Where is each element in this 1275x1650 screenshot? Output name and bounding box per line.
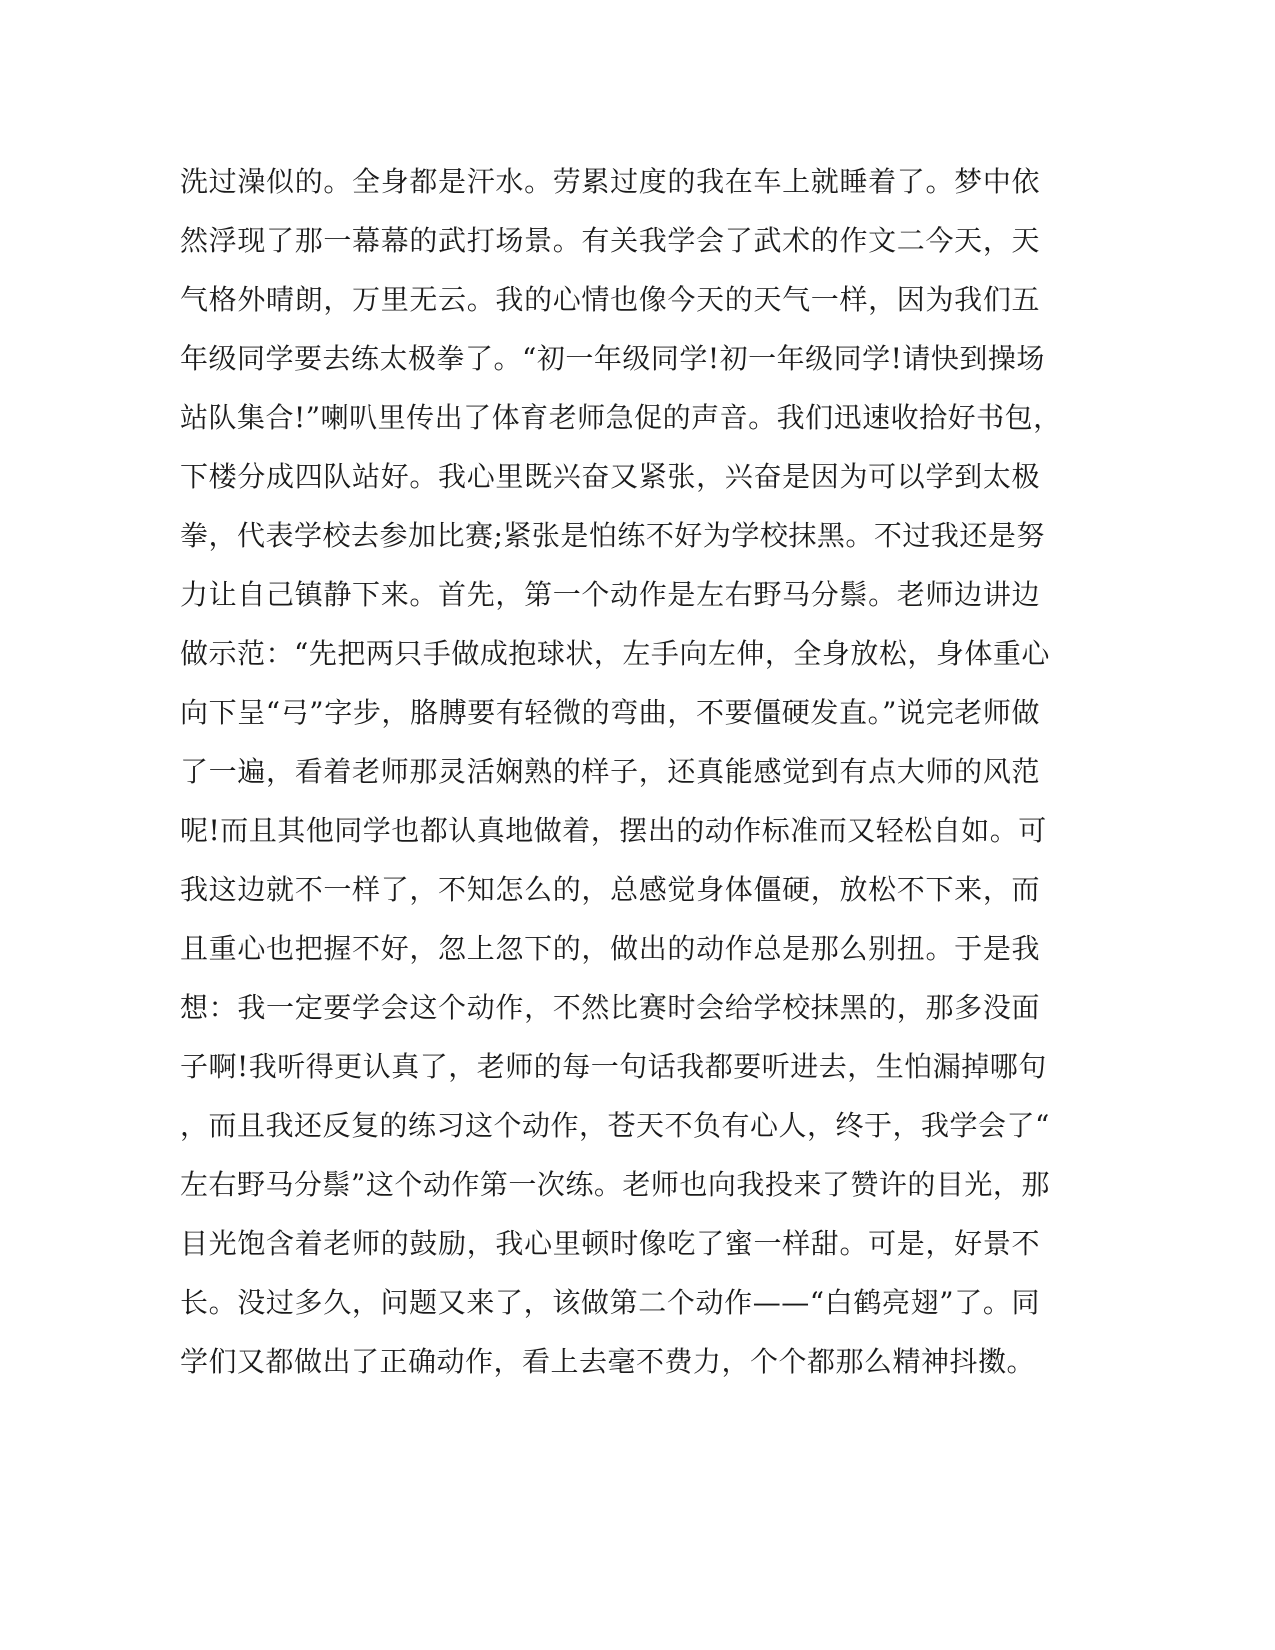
text-line: 目光饱含着老师的鼓励，我心里顿时像吃了蜜一样甜。可是，好景不 [180,1227,1040,1260]
text-line: 做示范：“先把两只手做成抱球状，左手向左伸，全身放松，身体重心 [180,637,1050,670]
text-line: 想：我一定要学会这个动作，不然比赛时会给学校抹黑的，那多没面 [180,991,1040,1024]
text-line: 长。没过多久，问题又来了，该做第二个动作——“白鹤亮翅”了。同 [180,1286,1040,1319]
text-line: 我这边就不一样了，不知怎么的，总感觉身体僵硬，放松不下来，而 [180,873,1040,906]
text-line: 然浮现了那一幕幕的武打场景。有关我学会了武术的作文二今天，天 [180,224,1040,257]
text-line: 站队集合!”喇叭里传出了体育老师急促的声音。我们迅速收拾好书包， [180,401,1062,434]
text-line: 力让自己镇静下来。首先，第一个动作是左右野马分鬃。老师边讲边 [180,578,1040,611]
text-line: 气格外晴朗，万里无云。我的心情也像今天的天气一样，因为我们五 [180,283,1040,316]
text-line: 向下呈“弓”字步，胳膊要有轻微的弯曲，不要僵硬发直。”说完老师做 [180,696,1040,729]
text-line: 呢!而且其他同学也都认真地做着，摆出的动作标准而又轻松自如。可 [180,814,1047,847]
text-line: 下楼分成四队站好。我心里既兴奋又紧张，兴奋是因为可以学到太极 [180,460,1040,493]
text-line: 左右野马分鬃”这个动作第一次练。老师也向我投来了赞许的目光，那 [180,1168,1050,1201]
text-line: ，而且我还反复的练习这个动作，苍天不负有心人，终于，我学会了“ [180,1109,1050,1142]
text-line: 且重心也把握不好，忽上忽下的，做出的动作总是那么别扭。于是我 [180,932,1040,965]
text-line: 子啊!我听得更认真了，老师的每一句话我都要听进去，生怕漏掉哪句 [180,1050,1047,1083]
text-line: 拳，代表学校去参加比赛;紧张是怕练不好为学校抹黑。不过我还是努 [180,519,1045,552]
essay-body [180,152,1062,1391]
text-line: 洗过澡似的。全身都是汗水。劳累过度的我在车上就睡着了。梦中依 [180,165,1040,198]
text-line: 学们又都做出了正确动作，看上去毫不费力，个个都那么精神抖擞。 [180,1345,1036,1378]
text-line: 了一遍，看着老师那灵活娴熟的样子，还真能感觉到有点大师的风范 [180,755,1040,788]
text-line: 年级同学要去练太极拳了。“初一年级同学!初一年级同学!请快到操场 [180,342,1045,375]
